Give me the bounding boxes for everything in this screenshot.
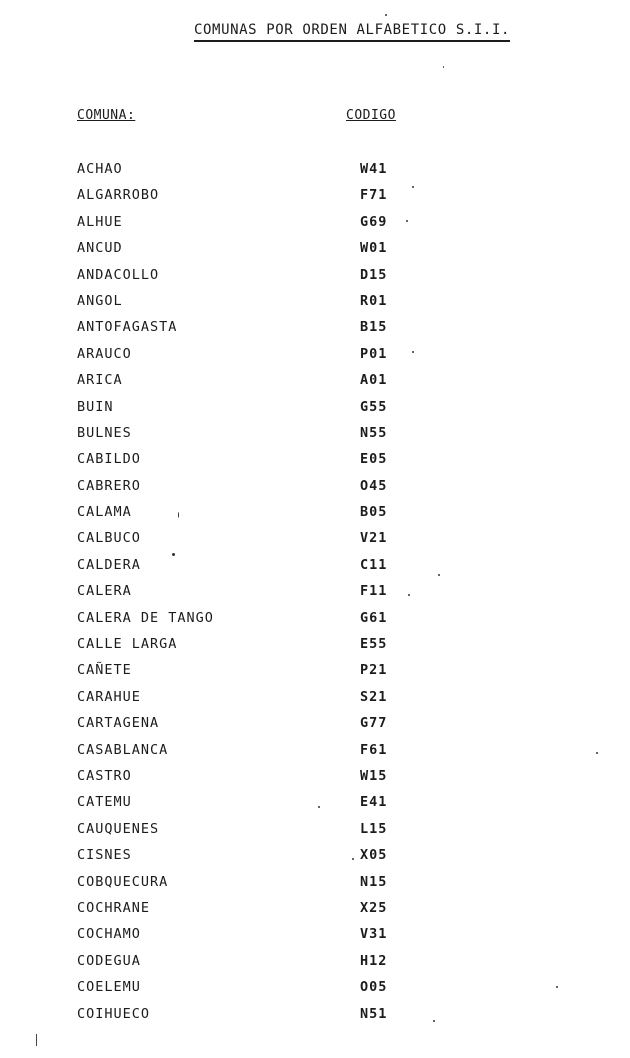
comuna-name: COELEMU [77, 979, 141, 996]
comuna-name: ARAUCO [77, 345, 132, 362]
comuna-name: BULNES [77, 424, 132, 441]
comuna-name: ANCUD [77, 240, 123, 257]
comuna-name: CALDERA [77, 556, 141, 573]
table-row [0, 425, 630, 451]
comuna-name: CARAHUE [77, 688, 141, 705]
table-row [0, 161, 630, 187]
comuna-name: CASABLANCA [77, 741, 169, 758]
scan-speck [596, 752, 598, 754]
comuna-name: CALERA DE TANGO [77, 609, 214, 626]
comuna-code: E55 [360, 636, 388, 653]
scan-speck [352, 858, 354, 860]
table-row [0, 267, 630, 293]
comuna-code: C11 [360, 556, 388, 573]
table-row [0, 372, 630, 398]
scan-speck [438, 574, 440, 576]
comuna-code: G55 [360, 398, 388, 415]
table-row [0, 399, 630, 425]
comuna-code: N55 [360, 424, 388, 441]
comuna-name: ANDACOLLO [77, 266, 160, 283]
comuna-code: X05 [360, 847, 388, 864]
comuna-name: CABILDO [77, 451, 141, 468]
comuna-code: V21 [360, 530, 388, 547]
comuna-name: CALAMA [77, 504, 132, 521]
comuna-name: CAUQUENES [77, 820, 160, 837]
scan-speck [408, 594, 410, 596]
comuna-name: ARICA [77, 372, 123, 389]
scan-speck [412, 186, 414, 188]
table-row [0, 478, 630, 504]
comuna-name: ALGARROBO [77, 187, 160, 204]
comuna-code: G69 [360, 213, 388, 230]
document-title: COMUNAS POR ORDEN ALFABETICO S.I.I. [194, 22, 510, 42]
comuna-code: W01 [360, 240, 388, 257]
comuna-code: V31 [360, 926, 388, 943]
table-row [0, 451, 630, 477]
comuna-name: CABRERO [77, 477, 141, 494]
table-row [0, 214, 630, 240]
comuna-code: F61 [360, 741, 388, 758]
table-row [0, 874, 630, 900]
comuna-name: ACHAO [77, 161, 123, 177]
table-row [0, 768, 630, 794]
comuna-code: G77 [360, 715, 388, 732]
comuna-name: CATEMU [77, 794, 132, 811]
scan-speck [406, 220, 408, 222]
table-row [0, 293, 630, 319]
comuna-name: CALLE LARGA [77, 636, 178, 653]
table-row [0, 583, 630, 609]
comuna-name: BUIN [77, 398, 114, 415]
comuna-name: COCHAMO [77, 926, 141, 943]
table-row [0, 636, 630, 662]
comuna-code: E05 [360, 451, 388, 468]
comuna-code: A01 [360, 372, 388, 389]
table-row [0, 504, 630, 530]
comuna-name: CALERA [77, 583, 132, 600]
column-header-comuna: COMUNA: [77, 108, 136, 123]
comuna-code: W15 [360, 767, 388, 784]
scan-speck [433, 1020, 435, 1022]
comuna-name: COBQUECURA [77, 873, 169, 890]
comuna-name: COIHUECO [77, 1005, 151, 1022]
table-row [0, 715, 630, 741]
table-row [0, 187, 630, 213]
scan-speck [172, 553, 175, 556]
comuna-list [0, 161, 630, 1032]
table-row [0, 953, 630, 979]
table-row [0, 794, 630, 820]
scan-speck [443, 66, 444, 68]
table-row [0, 900, 630, 926]
table-row [0, 926, 630, 952]
column-header-codigo: CODIGO [346, 108, 396, 123]
table-row [0, 319, 630, 345]
comuna-code: O45 [360, 477, 388, 494]
comuna-code: F11 [360, 583, 388, 600]
scan-speck [412, 351, 414, 353]
comuna-code: P21 [360, 662, 388, 679]
margin-mark [36, 1034, 37, 1046]
comuna-code: B05 [360, 504, 388, 521]
scan-speck [556, 986, 558, 988]
comuna-code: L15 [360, 820, 388, 837]
scan-speck [318, 806, 320, 808]
table-row [0, 610, 630, 636]
comuna-name: CASTRO [77, 767, 132, 784]
comuna-name: CARTAGENA [77, 715, 160, 732]
comuna-name: CALBUCO [77, 530, 141, 547]
comuna-name: CISNES [77, 847, 132, 864]
comuna-code: P01 [360, 345, 388, 362]
table-row [0, 346, 630, 372]
comuna-code: O05 [360, 979, 388, 996]
comuna-code: R01 [360, 292, 388, 309]
table-row [0, 689, 630, 715]
comuna-name: CODEGUA [77, 952, 141, 969]
table-row [0, 557, 630, 583]
comuna-code: H12 [360, 952, 388, 969]
table-row [0, 847, 630, 873]
table-row [0, 662, 630, 688]
comuna-code: W41 [360, 161, 388, 177]
comuna-code: D15 [360, 266, 388, 283]
comuna-name: ALHUE [77, 213, 123, 230]
comuna-code: E41 [360, 794, 388, 811]
comuna-code: B15 [360, 319, 388, 336]
comuna-code: N15 [360, 873, 388, 890]
table-row [0, 530, 630, 556]
comuna-name: ANGOL [77, 292, 123, 309]
table-row [0, 742, 630, 768]
comuna-name: ANTOFAGASTA [77, 319, 178, 336]
comuna-code: N51 [360, 1005, 388, 1022]
comuna-code: S21 [360, 688, 388, 705]
table-row [0, 240, 630, 266]
table-row [0, 979, 630, 1005]
comuna-name: COCHRANE [77, 899, 151, 916]
comuna-code: F71 [360, 187, 388, 204]
scan-speck [178, 512, 179, 518]
comuna-code: X25 [360, 899, 388, 916]
table-row [0, 821, 630, 847]
table-row [0, 1006, 630, 1032]
comuna-code: G61 [360, 609, 388, 626]
scan-speck [385, 14, 387, 16]
comuna-name: CAÑETE [77, 662, 132, 679]
